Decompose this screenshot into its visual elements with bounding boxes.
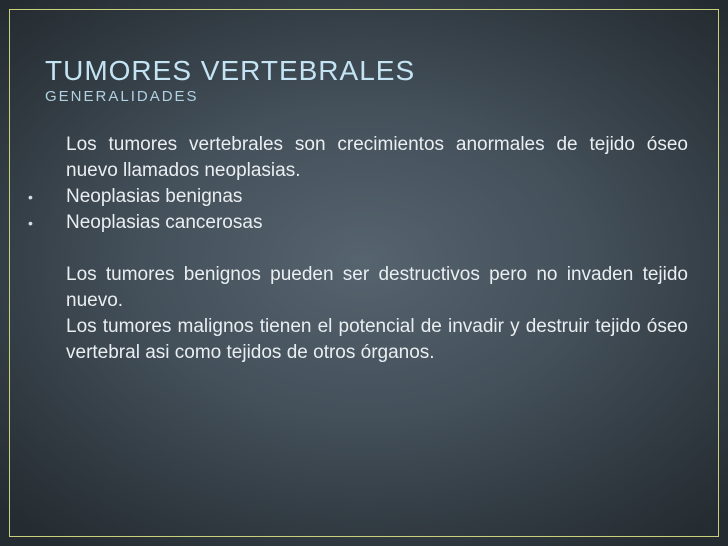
bullet-item-cancerous [28,210,688,236]
spacer [28,236,688,262]
title-block [45,54,415,106]
bullet-icon: • [28,189,33,205]
intro-paragraph: Los tumores vertebrales son crecimientos anormales de tejido óseo nuevo llamados neoplasias. [66,134,688,181]
slide-title: TUMORES VERTEBRALES [45,55,416,86]
slide-subtitle: GENERALIDADES [45,88,199,105]
slide-body [28,132,688,366]
bullet-item-benign [28,184,688,210]
bullet-label: Neoplasias benignas [66,186,243,207]
benign-paragraph: Los tumores benignos pueden ser destructivos pero no invaden tejido nuevo. [66,264,688,311]
bullet-icon: • [28,215,33,231]
malignant-paragraph: Los tumores malignos tienen el potencial de invadir y destruir tejido óseo vertebral asi como tejidos de otros órganos. [66,316,688,363]
bullet-label: Neoplasias cancerosas [66,212,263,233]
